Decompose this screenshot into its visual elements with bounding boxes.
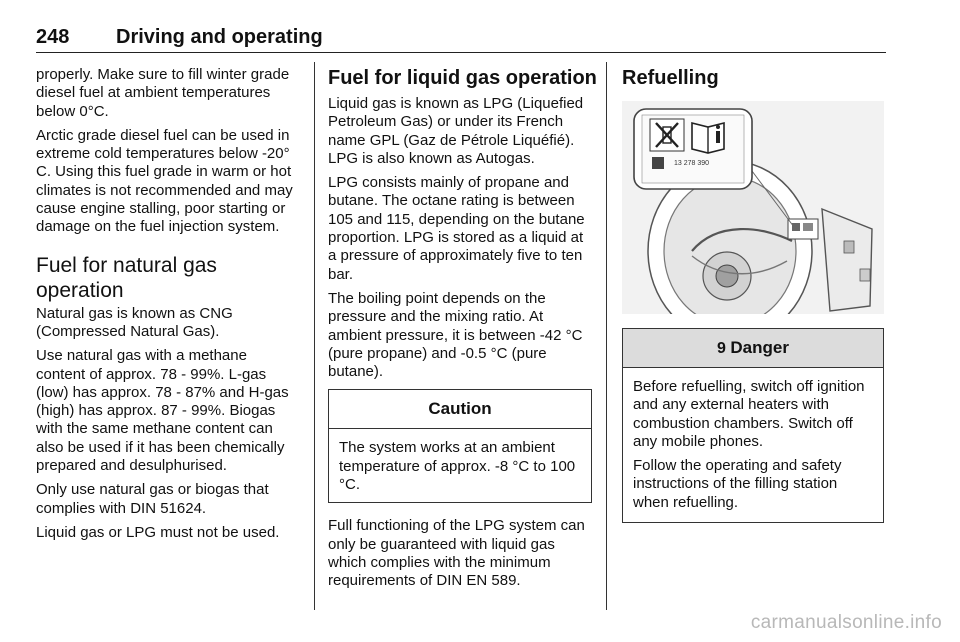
danger-header: [623, 329, 883, 368]
section-heading: Fuel for liquid gas operation: [328, 67, 597, 89]
paragraph: Liquid gas is known as LPG (Liquefied Petroleum Gas) or under its French name GPL (Gaz de Pétrole Liquéfié). LPG is also known as Autogas.: [328, 95, 584, 167]
caution-box: [328, 389, 592, 503]
watermark: carmanualsonline.info: [750, 612, 942, 633]
column-left: [36, 66, 300, 548]
paragraph: LPG consists mainly of propane and butane. The octane rating is between 105 and 115, depending on the butane proportion. LPG is stored as a liquid at a pressure of approximately five to ten bar.: [328, 174, 585, 283]
paragraph: Only use natural gas or biogas that complies with DIN 51624.: [36, 481, 269, 517]
page-number: 248: [36, 26, 70, 48]
paragraph: Natural gas is known as CNG (Compressed Natural Gas).: [36, 304, 233, 340]
danger-text: Follow the operating and safety instructions of the filling station when refuelling.: [633, 457, 842, 511]
section-title: Driving and operating: [116, 26, 323, 48]
danger-text: Before refuelling, switch off ignition and any external heaters with combustion chambers. Switch off any mobile phones.: [633, 378, 865, 450]
column-right: [622, 66, 884, 537]
danger-title: Danger: [730, 338, 789, 357]
paragraph: properly. Make sure to fill winter grade diesel fuel at ambient temperatures below 0°C.: [36, 66, 290, 120]
column-divider-left: [314, 62, 315, 610]
figure-label: 13 278 390: [674, 160, 710, 167]
paragraph: Use natural gas with a methane content of approx. 78 - 99%. L-gas (low) has approx. 78 - 87% and H-gas (high) has approx. 87 - 99%. Biogas with the same methane content can also be used if it has been chemically prepared and desulphurised.: [36, 347, 289, 475]
paragraph: Arctic grade diesel fuel can be used in extreme cold temperatures below -20° C. Using this fuel grade in warm or hot climates is not recommended and may cause engine stalling, poor starting or damage on the fuel injection system.: [36, 126, 293, 236]
column-divider-right: [606, 62, 607, 610]
paragraph: Liquid gas or LPG must not be used.: [36, 523, 280, 541]
warning-triangle-icon: 9: [717, 340, 726, 357]
fuel-filler-drawing: [622, 101, 884, 314]
section-heading: Refuelling: [622, 67, 719, 89]
caution-text: The system works at an ambient temperature of approx. -8 °C to 100 °C.: [339, 439, 576, 494]
paragraph: The boiling point depends on the pressure and the mixing ratio. At ambient pressure, it is between -42 °C (pure propane) and -0.5 °C (pure butane).: [328, 289, 583, 381]
page-header: [36, 24, 886, 53]
caution-title: Caution: [329, 390, 591, 429]
paragraph: Full functioning of the LPG system can only be guaranteed with liquid gas which complies with the minimum requirements of DIN EN 589.: [328, 517, 585, 590]
section-heading: Fuel for natural gas operation: [36, 253, 217, 302]
column-middle: [328, 66, 597, 597]
fuel-filler-illustration: [622, 101, 884, 314]
danger-box: [622, 328, 884, 523]
